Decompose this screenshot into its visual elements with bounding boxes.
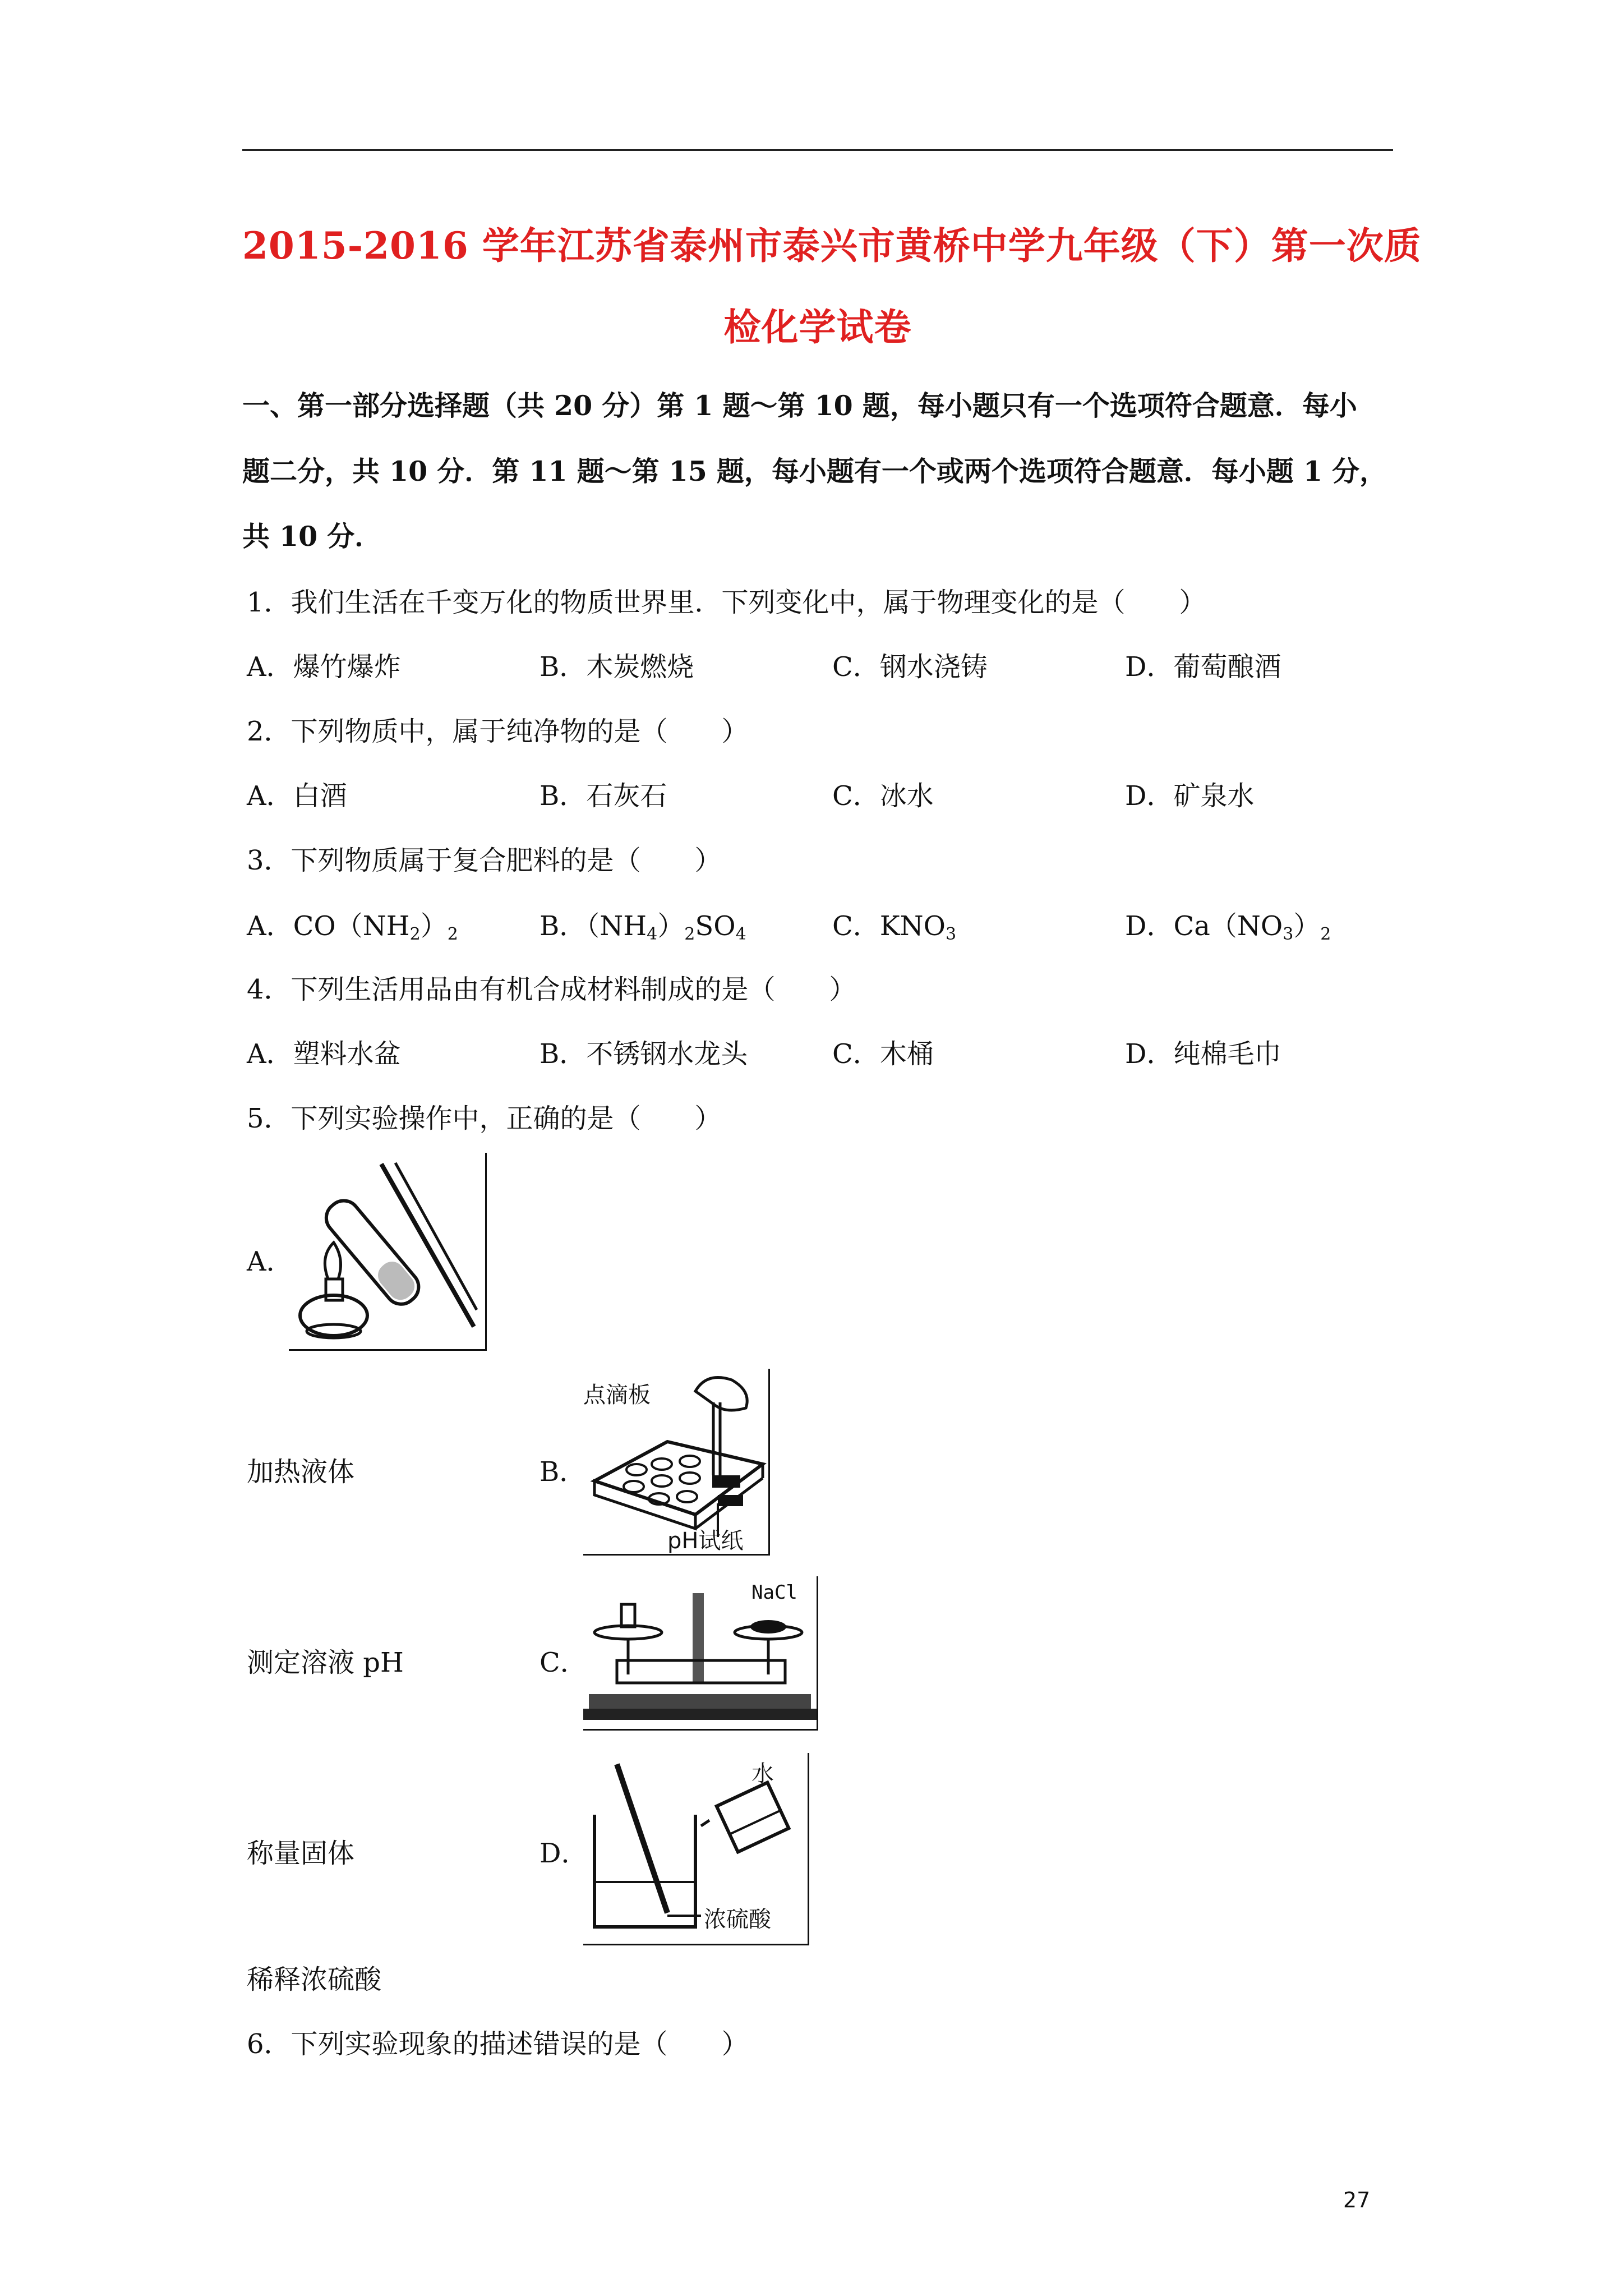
- question-3-option-d[interactable]: [1125, 904, 1331, 944]
- question-2-stem: 2．下列物质中，属于纯净物的是（ ）: [247, 716, 749, 747]
- balance-figure: [583, 1576, 818, 1731]
- exam-title-line1: 2015-2016 学年江苏省泰州市泰兴市黄桥中学九年级（下）第一次质: [242, 224, 1422, 268]
- question-1-option-b[interactable]: B．木炭燃烧: [540, 651, 694, 683]
- question-5-option-a-caption: 加热液体: [247, 1456, 355, 1488]
- test-tube-over-burner-icon: [289, 1153, 485, 1349]
- ph-paper-label: pH试纸: [667, 1528, 744, 1554]
- dilution-figure: [583, 1753, 809, 1945]
- question-2-option-c[interactable]: C．冰水: [832, 780, 934, 812]
- question-4-stem: 4．下列生活用品由有机合成材料制成的是（ ）: [247, 974, 856, 1005]
- page-number: 27: [1343, 2188, 1371, 2212]
- question-6-stem: 6．下列实验现象的描述错误的是（ ）: [247, 2028, 749, 2060]
- question-4-option-b[interactable]: B．不锈钢水龙头: [540, 1038, 748, 1070]
- section-instructions-line2: 题二分，共 10 分．第 11 题～第 15 题，每小题有一个或两个选项符合题意．每小题 1 分，: [242, 455, 1387, 487]
- exam-title-line2: 检化学试卷: [723, 305, 912, 349]
- subscript: 4: [647, 924, 658, 944]
- question-5-option-b-caption: 测定溶液 pH: [247, 1647, 404, 1678]
- question-1-option-c[interactable]: C．钢水浇铸: [832, 651, 988, 683]
- formula-text: SO: [695, 910, 736, 942]
- section-instructions-line1: 一、第一部分选择题（共 20 分）第 1 题～第 10 题，每小题只有一个选项符合题意．每小: [242, 389, 1357, 422]
- question-5-option-c-caption: 称量固体: [247, 1838, 355, 1869]
- question-1-stem: 1．我们生活在千变万化的物质世界里．下列变化中，属于物理变化的是（ ）: [247, 587, 1206, 618]
- formula-text: ）: [420, 910, 448, 942]
- question-4-option-d[interactable]: D．纯棉毛巾: [1125, 1038, 1281, 1070]
- balance-scale-icon: [583, 1576, 817, 1729]
- nacl-label: NaCl: [751, 1581, 797, 1604]
- subscript: 2: [1320, 924, 1331, 944]
- spot-plate-icon: [583, 1369, 768, 1554]
- question-5-stem: 5．下列实验操作中，正确的是（ ）: [247, 1103, 722, 1134]
- subscript: 3: [1283, 924, 1294, 944]
- formula-text: D．Ca（NO: [1125, 910, 1283, 942]
- question-3-stem: 3．下列物质属于复合肥料的是（ ）: [247, 845, 722, 876]
- water-label: 水: [751, 1761, 774, 1787]
- question-5-option-a-letter[interactable]: A．: [247, 1246, 293, 1277]
- section-instructions-line3: 共 10 分．: [242, 520, 382, 553]
- subscript: 2: [684, 924, 695, 944]
- concentrated-acid-label: 浓硫酸: [704, 1907, 771, 1932]
- question-5-option-d-caption: 稀释浓硫酸: [247, 1964, 382, 1995]
- header-rule: [242, 149, 1393, 151]
- question-3-option-c[interactable]: [832, 904, 956, 944]
- subscript: 2: [409, 924, 421, 944]
- question-2-option-b[interactable]: B．石灰石: [540, 780, 667, 812]
- formula-text: A．CO（NH: [247, 910, 410, 942]
- ph-test-figure: [583, 1369, 770, 1556]
- formula-text: ）: [657, 910, 685, 942]
- spot-plate-label: 点滴板: [583, 1382, 651, 1408]
- question-5-option-d-letter[interactable]: D．: [540, 1838, 588, 1869]
- question-1-option-a[interactable]: A．爆竹爆炸: [247, 651, 401, 683]
- question-3-option-b[interactable]: [540, 904, 746, 944]
- question-2-option-a[interactable]: A．白酒: [247, 780, 347, 812]
- heating-liquid-figure: [289, 1153, 487, 1351]
- question-5-option-b-letter[interactable]: B．: [540, 1456, 587, 1488]
- question-3-option-a[interactable]: [247, 904, 458, 944]
- formula-text: B．（NH: [540, 910, 647, 942]
- formula-text: ）: [1293, 910, 1321, 942]
- question-2-option-d[interactable]: D．矿泉水: [1125, 780, 1255, 812]
- question-5-option-c-letter[interactable]: C．: [540, 1647, 587, 1678]
- beaker-pouring-icon: [583, 1753, 808, 1944]
- question-4-option-a[interactable]: A．塑料水盆: [247, 1038, 401, 1070]
- subscript: 4: [735, 924, 746, 944]
- formula-text: C．KNO: [832, 910, 946, 942]
- subscript: 3: [945, 924, 957, 944]
- question-4-option-c[interactable]: C．木桶: [832, 1038, 934, 1070]
- subscript: 2: [447, 924, 458, 944]
- question-1-option-d[interactable]: D．葡萄酿酒: [1125, 651, 1281, 683]
